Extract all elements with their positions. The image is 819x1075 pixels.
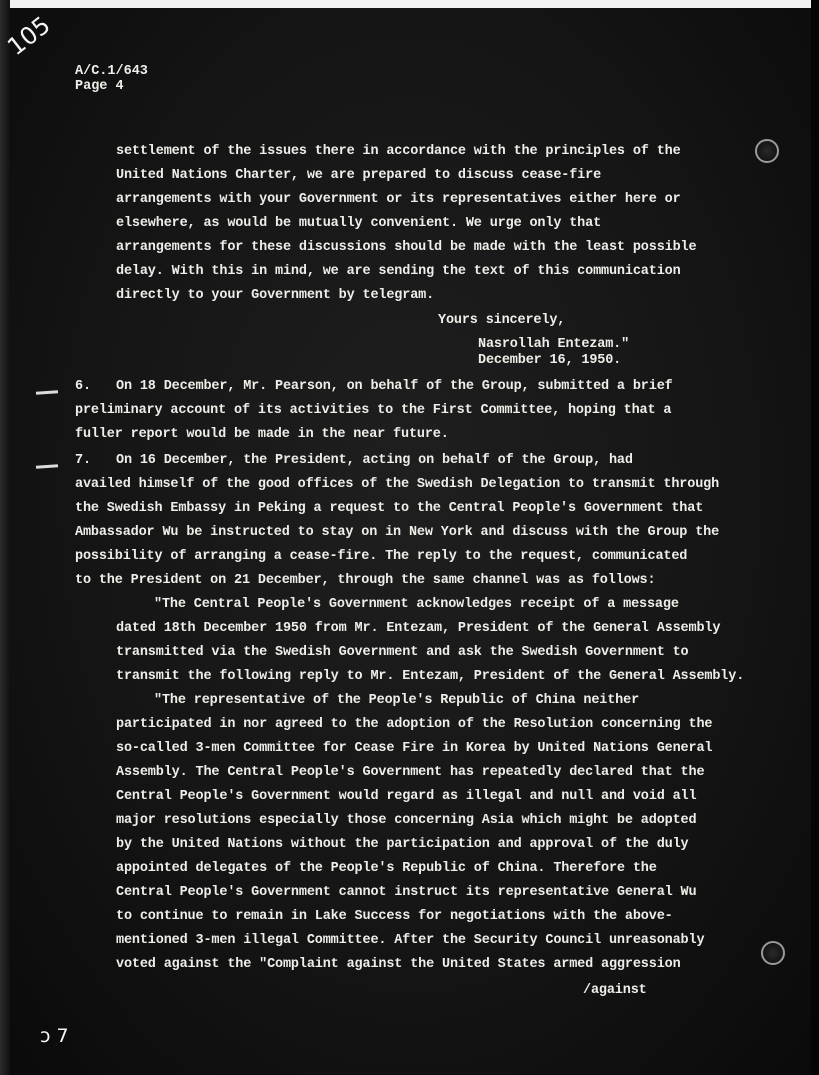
quote-line: to continue to remain in Lake Success for negotiations with the above- (116, 909, 673, 924)
paragraph-7-line: availed himself of the good offices of the Swedish Delegation to transmit through (75, 477, 720, 492)
paragraph-number: 7. (75, 453, 91, 468)
letter-line: United Nations Charter, we are prepared to discuss cease-fire (116, 168, 602, 183)
quote-line: appointed delegates of the People's Republic of China. Therefore the (116, 861, 657, 876)
handwritten-bottom-mark: ɔ 7 (40, 1025, 69, 1047)
letter-line: elsewhere, as would be mutually convenient. We urge only that (116, 216, 602, 231)
letter-date: December 16, 1950. (478, 353, 622, 368)
paragraph-7-line: On 16 December, the President, acting on behalf of the Group, had (116, 453, 633, 468)
letter-line: arrangements with your Government or its representatives either here or (116, 192, 681, 207)
scan-left-edge (0, 0, 10, 1075)
quote-line: transmit the following reply to Mr. Entezam, President of the General Assembly. (116, 669, 745, 684)
paragraph-7-line: possibility of arranging a cease-fire. The reply to the request, communicated (75, 549, 688, 564)
scan-top-edge (0, 0, 819, 8)
quote-line: Assembly. The Central People's Government has repeatedly declared that the (116, 765, 705, 780)
paragraph-number: 6. (75, 379, 91, 394)
paragraph-6-line: preliminary account of its activities to the First Committee, hoping that a (75, 403, 672, 418)
quote-line: dated 18th December 1950 from Mr. Entezam, President of the General Assembly (116, 621, 721, 636)
margin-mark-paragraph-7 (36, 464, 58, 469)
letter-line: delay. With this in mind, we are sending the text of this communication (116, 264, 681, 279)
quote-line: so-called 3-men Committee for Cease Fire in Korea by United Nations General (116, 741, 713, 756)
letter-line: arrangements for these discussions should be made with the least possible (116, 240, 697, 255)
paragraph-6-line: On 18 December, Mr. Pearson, on behalf of the Group, submitted a brief (116, 379, 673, 394)
paragraph-7-line: Ambassador Wu be instructed to stay on in New York and discuss with the Group the (75, 525, 720, 540)
document-reference: A/C.1/643 (75, 64, 148, 79)
letter-signature: Nasrollah Entezam." (478, 337, 630, 352)
punch-hole-top (755, 139, 779, 163)
letter-line: directly to your Government by telegram. (116, 288, 435, 303)
quote-line: "The Central People's Government acknowledges receipt of a message (154, 597, 679, 612)
quote-line: transmitted via the Swedish Government and ask the Swedish Government to (116, 645, 689, 660)
punch-hole-bottom (761, 941, 785, 965)
quote-line: by the United Nations without the participation and approval of the duly (116, 837, 689, 852)
letter-line: settlement of the issues there in accordance with the principles of the (116, 144, 681, 159)
margin-mark-paragraph-6 (36, 390, 58, 395)
paragraph-7-line: to the President on 21 December, through the same channel was as follows: (75, 573, 656, 588)
handwritten-page-number: 105 (2, 10, 56, 62)
catchword: /against (583, 983, 647, 998)
scan-right-edge (811, 0, 819, 1075)
quote-line: Central People's Government cannot instruct its representative General Wu (116, 885, 697, 900)
letter-closing: Yours sincerely, (438, 313, 566, 328)
quote-line: voted against the "Complaint against the United States armed aggression (116, 957, 681, 972)
paragraph-7-line: the Swedish Embassy in Peking a request to the Central People's Government that (75, 501, 704, 516)
quote-line: participated in nor agreed to the adoption of the Resolution concerning the (116, 717, 713, 732)
quote-line: "The representative of the People's Republic of China neither (154, 693, 640, 708)
quote-line: Central People's Government would regard as illegal and null and void all (116, 789, 697, 804)
page-label: Page 4 (75, 79, 124, 94)
paragraph-6-line: fuller report would be made in the near future. (75, 427, 449, 442)
quote-line: major resolutions especially those concerning Asia which might be adopted (116, 813, 697, 828)
quote-line: mentioned 3-men illegal Committee. After the Security Council unreasonably (116, 933, 705, 948)
